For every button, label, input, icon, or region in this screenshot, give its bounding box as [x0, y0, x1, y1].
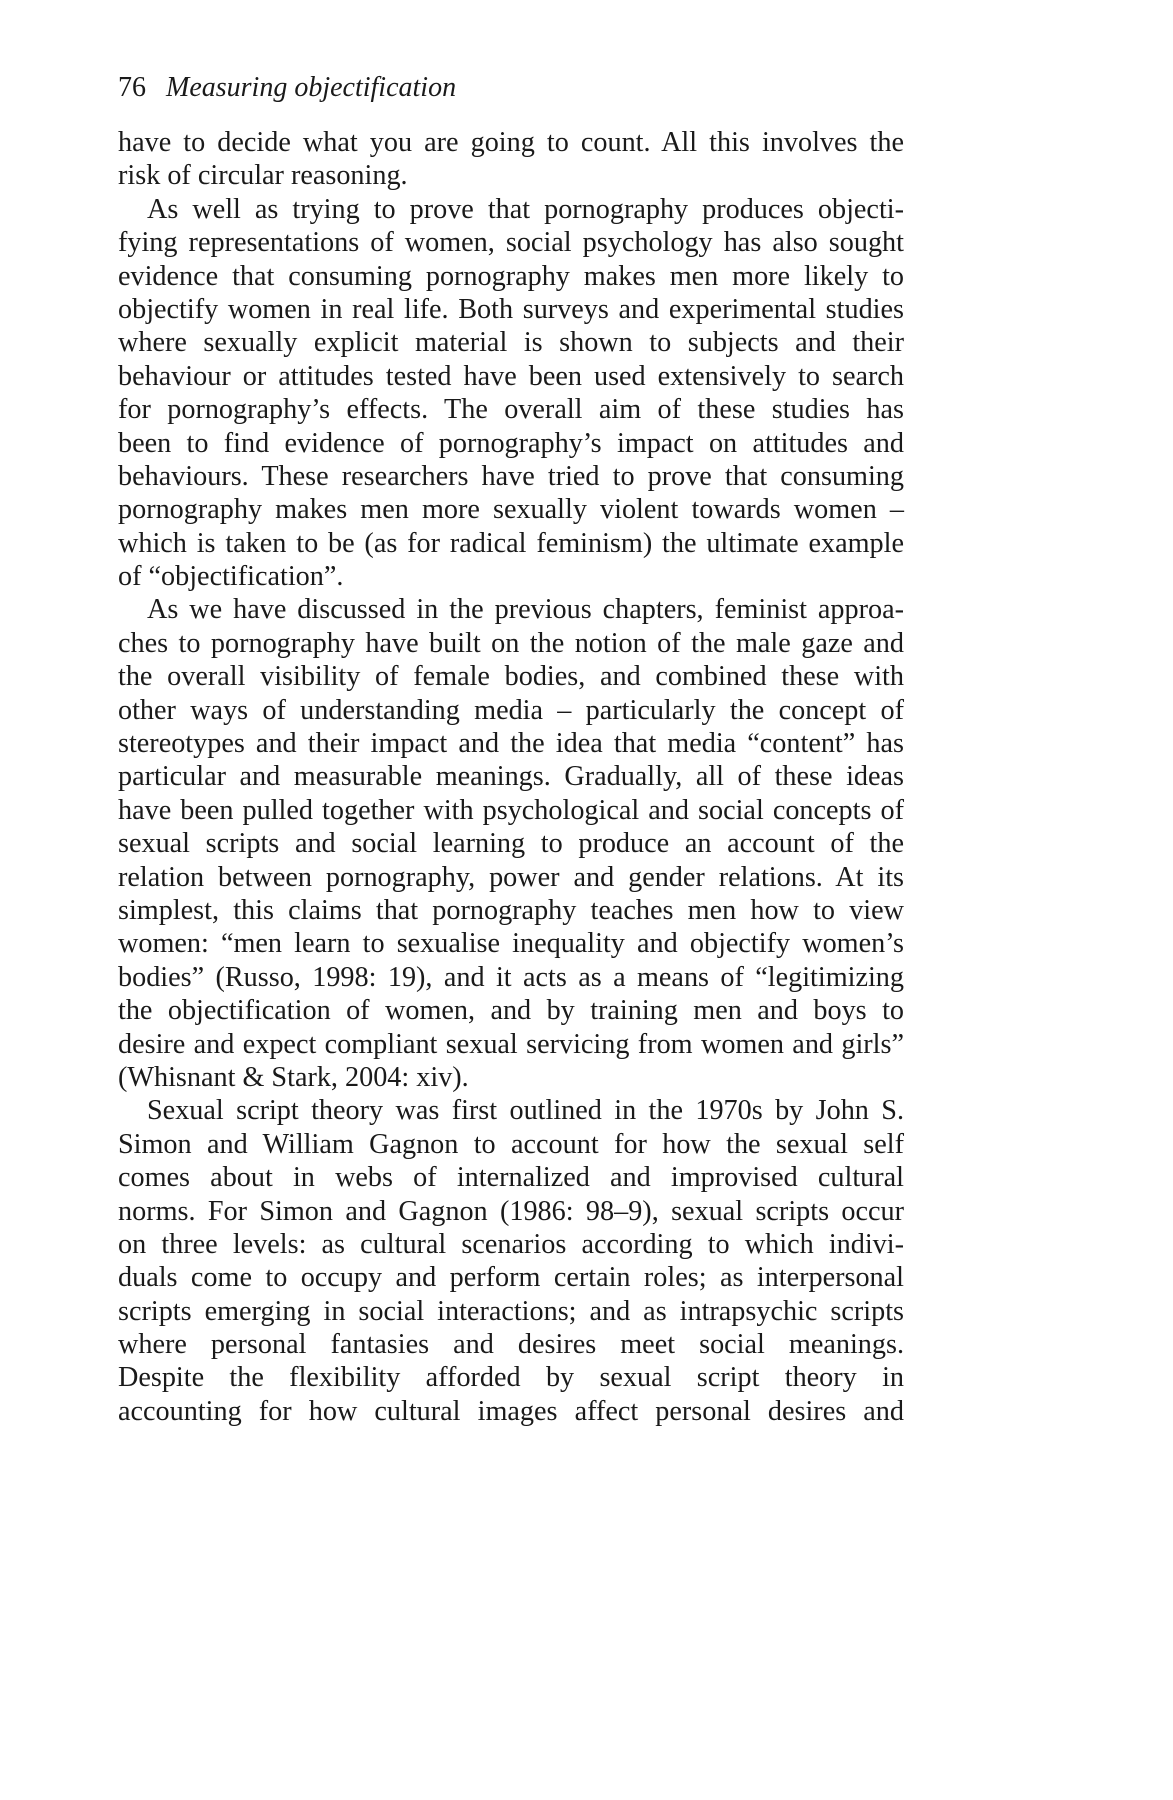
text-line: women: “men learn to sexualise inequality and objectify women’s: [118, 928, 904, 960]
text-line: risk of circular reasoning.: [118, 160, 408, 192]
text-line: the objectification of women, and by training men and boys to: [118, 995, 904, 1027]
text-line: behaviour or attitudes tested have been used extensively to search: [118, 360, 904, 392]
text-line: for pornography’s effects. The overall aim of these studies has: [118, 394, 904, 426]
text-line: particular and measurable meanings. Gradually, all of these ideas: [118, 761, 904, 793]
text-line: simplest, this claims that pornography teaches men how to view: [118, 894, 904, 926]
text-line: the overall visibility of female bodies, and combined these with: [118, 661, 904, 693]
text-line: other ways of understanding media – particularly the concept of: [118, 694, 904, 726]
text-line: which is taken to be (as for radical feminism) the ultimate example: [118, 527, 904, 559]
text-line: where sexually explicit material is shown to subjects and their: [118, 327, 904, 359]
text-line: desire and expect compliant sexual servicing from women and girls”: [118, 1028, 904, 1060]
text-line: behaviours. These researchers have tried to prove that consuming: [118, 460, 904, 492]
text-line: bodies” (Russo, 1998: 19), and it acts as a means of “legitimizing: [118, 961, 904, 993]
text-line: (Whisnant & Stark, 2004: xiv).: [118, 1061, 469, 1093]
text-line: sexual scripts and social learning to produce an account of the: [118, 828, 904, 860]
text-line: accounting for how cultural images affect personal desires and: [118, 1395, 904, 1427]
text-line: of “objectification”.: [118, 561, 344, 593]
text-line: comes about in webs of internalized and improvised cultural: [118, 1162, 904, 1194]
paragraph: [118, 593, 904, 1094]
page-number: 76: [118, 72, 146, 103]
text-line: Sexual script theory was first outlined in the 1970s by John S.: [147, 1095, 904, 1127]
text-line: As we have discussed in the previous chapters, feminist approa-: [147, 594, 904, 626]
text-line: duals come to occupy and perform certain roles; as interpersonal: [118, 1262, 904, 1294]
text-line: have been pulled together with psychological and social concepts of: [118, 794, 904, 826]
paragraph: [118, 126, 904, 193]
paragraph: [118, 193, 904, 594]
text-line: As well as trying to prove that pornography produces objecti-: [147, 193, 904, 225]
chapter-title: Measuring objectification: [166, 72, 457, 103]
text-line: on three levels: as cultural scenarios according to which indivi-: [118, 1228, 904, 1260]
running-head: [118, 70, 456, 106]
text-line: norms. For Simon and Gagnon (1986: 98–9), sexual scripts occur: [118, 1195, 904, 1227]
paragraph: [118, 1094, 904, 1428]
text-line: stereotypes and their impact and the idea that media “content” has: [118, 728, 904, 760]
text-line: relation between pornography, power and gender relations. At its: [118, 861, 904, 893]
text-line: been to find evidence of pornography’s impact on attitudes and: [118, 427, 904, 459]
text-line: Simon and William Gagnon to account for how the sexual self: [118, 1128, 904, 1160]
text-line: fying representations of women, social psychology has also sought: [118, 227, 904, 259]
text-line: have to decide what you are going to count. All this involves the: [118, 127, 904, 158]
text-line: where personal fantasies and desires meet social meanings.: [118, 1329, 904, 1361]
text-line: ches to pornography have built on the notion of the male gaze and: [118, 627, 904, 659]
text-line: Despite the flexibility afforded by sexual script theory in: [118, 1362, 904, 1394]
text-line: objectify women in real life. Both surveys and experimental studies: [118, 293, 904, 325]
text-line: pornography makes men more sexually violent towards women –: [118, 494, 904, 526]
text-line: scripts emerging in social interactions; and as intrapsychic scripts: [118, 1295, 904, 1327]
body-text: [118, 126, 904, 1428]
text-line: evidence that consuming pornography makes men more likely to: [118, 260, 904, 292]
